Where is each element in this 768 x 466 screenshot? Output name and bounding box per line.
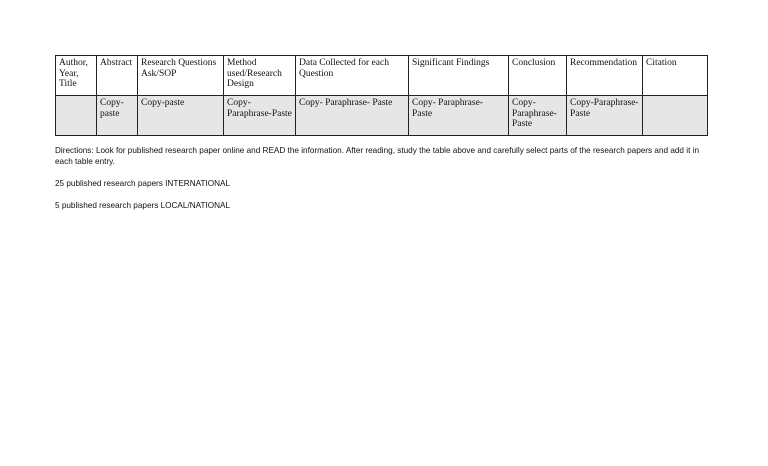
cell-recommendation: Copy-Paraphrase- Paste bbox=[567, 96, 643, 136]
cell-abstract: Copy-paste bbox=[97, 96, 138, 136]
table-header-row bbox=[56, 56, 708, 96]
header-conclusion: Conclusion bbox=[509, 56, 567, 96]
header-research-questions: Research Questions Ask/SOP bbox=[138, 56, 224, 96]
international-papers-note: 25 published research papers INTERNATIONAL bbox=[55, 179, 231, 188]
header-method: Method used/Research Design bbox=[224, 56, 296, 96]
cell-significant-findings: Copy- Paraphrase- Paste bbox=[409, 96, 509, 136]
cell-author-year-title bbox=[56, 96, 97, 136]
header-citation: Citation bbox=[643, 56, 708, 96]
cell-method: Copy-Paraphrase-Paste bbox=[224, 96, 296, 136]
cell-research-questions: Copy-paste bbox=[138, 96, 224, 136]
cell-citation bbox=[643, 96, 708, 136]
document-page bbox=[55, 55, 707, 211]
header-abstract: Abstract bbox=[97, 56, 138, 96]
cell-conclusion: Copy-Paraphrase-Paste bbox=[509, 96, 567, 136]
directions-paragraph: Directions: Look for published research paper online and READ the information. After reading, study the table above and carefully select parts of the research papers and add it in each table entry. bbox=[55, 146, 700, 166]
header-significant-findings: Significant Findings bbox=[409, 56, 509, 96]
research-matrix-table bbox=[55, 55, 708, 136]
header-author-year-title: Author, Year, Title bbox=[56, 56, 97, 96]
header-data-collected: Data Collected for each Question bbox=[296, 56, 409, 96]
header-recommendation: Recommendation bbox=[567, 56, 643, 96]
local-papers-note: 5 published research papers LOCAL/NATIONAL bbox=[55, 201, 231, 210]
cell-data-collected: Copy- Paraphrase- Paste bbox=[296, 96, 409, 136]
table-row bbox=[56, 96, 708, 136]
